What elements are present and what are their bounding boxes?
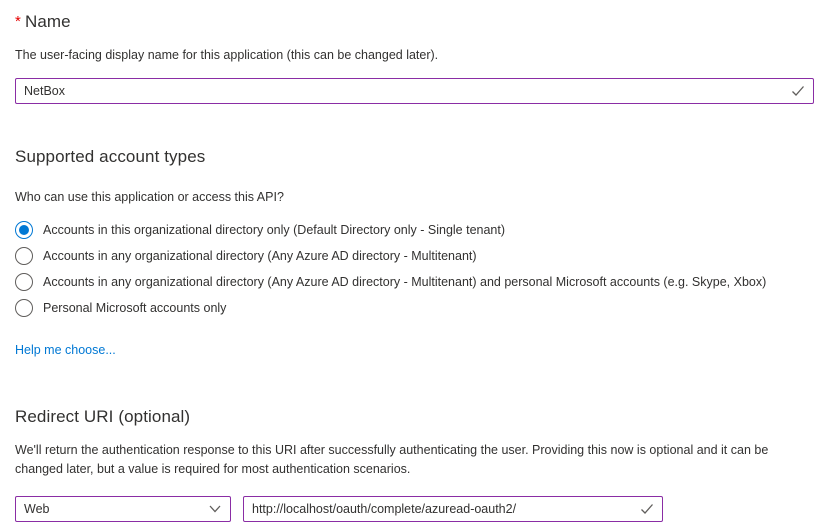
account-types-question: Who can use this application or access this API? [15, 190, 284, 204]
name-input[interactable] [15, 78, 814, 104]
help-me-choose-link[interactable]: Help me choose... [15, 343, 116, 357]
radio-option-label: Accounts in this organizational directory only (Default Directory only - Single tenant) [43, 223, 506, 237]
redirect-uri-input[interactable] [243, 496, 663, 522]
radio-button-icon[interactable] [15, 247, 33, 265]
redirect-uri-section [15, 407, 814, 522]
name-title-text: Name [24, 12, 71, 31]
radio-option-label: Accounts in any organizational directory (Any Azure AD directory - Multitenant) and personal Microsoft accounts (e.g. Skype, Xbox) [43, 275, 767, 289]
radio-option-personal-only[interactable] [15, 295, 814, 321]
redirect-uri-description: We'll return the authentication response to this URI after successfully authenticating the user. Providing this now is optional and it can be changed later, but a value is required for most authentication scenarios. [15, 443, 769, 476]
chevron-down-icon [209, 505, 221, 513]
name-field-wrapper [15, 78, 814, 104]
radio-button-icon[interactable] [15, 273, 33, 291]
radio-option-multitenant-personal[interactable] [15, 269, 814, 295]
name-section-title [15, 12, 814, 32]
radio-option-multitenant[interactable] [15, 243, 814, 269]
supported-account-types-section [15, 147, 814, 359]
radio-button-icon[interactable] [15, 221, 33, 239]
redirect-uri-field-wrapper [243, 496, 663, 522]
platform-select[interactable] [15, 496, 231, 522]
account-types-title: Supported account types [15, 147, 206, 166]
platform-select-value: Web [24, 502, 50, 516]
radio-button-icon[interactable] [15, 299, 33, 317]
redirect-uri-title: Redirect URI (optional) [15, 407, 191, 426]
radio-option-single-tenant[interactable] [15, 217, 814, 243]
account-types-radio-group [15, 217, 814, 321]
name-description: The user-facing display name for this application (this can be changed later). [15, 48, 439, 62]
name-section [15, 12, 814, 104]
redirect-uri-row [15, 496, 814, 522]
required-asterisk: * [15, 13, 21, 30]
radio-option-label: Accounts in any organizational directory (Any Azure AD directory - Multitenant) [43, 249, 477, 263]
radio-option-label: Personal Microsoft accounts only [43, 301, 227, 315]
